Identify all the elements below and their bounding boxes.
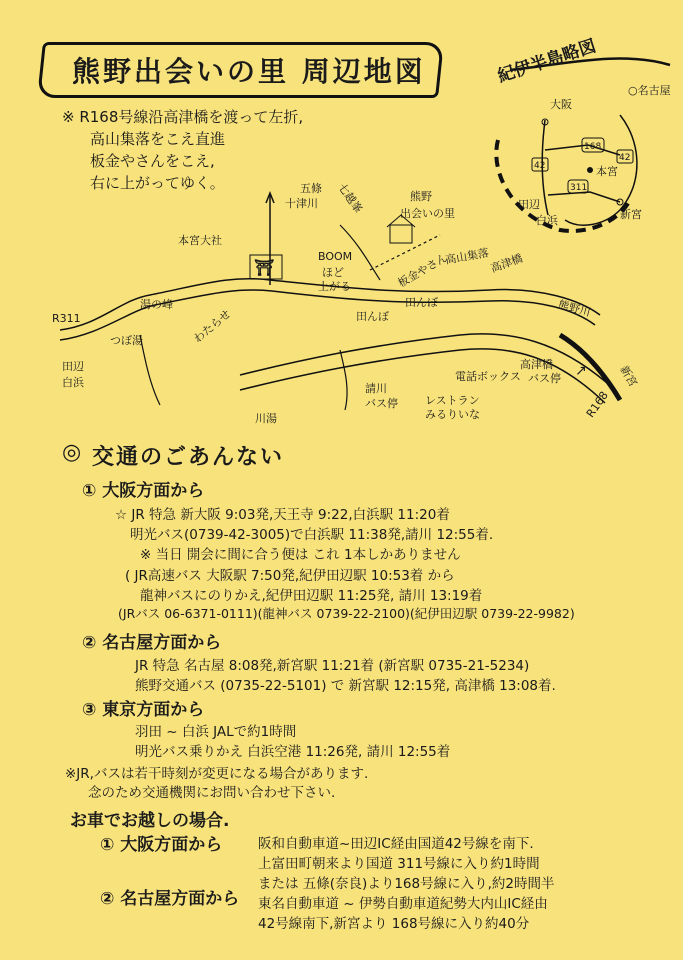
inset-map-osaka: 大阪 xyxy=(550,98,572,111)
map-label-phone-box: 電話ボックス xyxy=(455,370,521,383)
inset-map-shingu: 新宮 xyxy=(620,208,642,221)
car-osaka-label: ① 大阪方面から xyxy=(100,835,223,855)
inset-map-nagoya: ○名古屋 xyxy=(628,84,671,97)
route-note-4: 右に上がってゆく。 xyxy=(90,174,225,192)
map-label-rice-1: 田んぼ xyxy=(356,310,389,323)
inset-map-route-42a-label: 42 xyxy=(534,161,546,171)
inset-map-shirahama: 白浜 xyxy=(536,214,558,227)
map-label-kumano-river: 熊野川 xyxy=(556,297,592,320)
map-label-gojo: 五條 xyxy=(300,182,322,195)
map-compass-note: ↗ xyxy=(575,363,587,379)
route-note-3: 板金やさんをこえ, xyxy=(90,152,215,170)
map-label-kawayu: 川湯 xyxy=(255,412,277,425)
osaka-heading: ① 大阪方面から xyxy=(82,481,205,501)
route-note-2: 高山集落をこえ直進 xyxy=(90,130,226,148)
map-label-nanase: 七越峯 xyxy=(335,181,365,216)
map-label-takatsu-bus-1: 高津橋 xyxy=(520,358,553,371)
page-title: 熊野出会いの里 周辺地図 xyxy=(72,55,426,88)
map-label-shirahama: 白浜 xyxy=(62,376,84,389)
map-label-ukegawa-bus-1: 請川 xyxy=(365,382,387,395)
map-south-road xyxy=(140,335,160,405)
map-label-wataze: わたらせ xyxy=(191,307,234,346)
osaka-line-5: 龍神バスにのりかえ,紀伊田辺駅 11:25発, 請川 13:19着 xyxy=(140,588,483,604)
map-label-ukegawa-bus-2: バス停 xyxy=(365,397,398,410)
map-label-booms-3: 上がる xyxy=(318,280,351,293)
nagoya-line-2: 熊野交通バス (0735-22-5101) で 新宮駅 12:15発, 高津橋 13:08着. xyxy=(135,678,556,694)
map-label-booms-2: ほど xyxy=(322,266,344,279)
car-nagoya-line-1: 東名自動車道 ~ 伊勢自動車道紀勢大内山IC経由 xyxy=(258,896,548,912)
local-area-map xyxy=(40,175,640,430)
inset-map-route-311-label: 311 xyxy=(570,183,588,193)
map-label-destination-2: 出会いの里 xyxy=(400,207,455,220)
map-label-tanabe: 田辺 xyxy=(62,360,84,373)
inset-map-hongu: 本宮 xyxy=(596,165,618,178)
inset-map-route-42b-label: 42 xyxy=(619,153,631,163)
map-label-booms-1: BOOM xyxy=(318,250,353,263)
venue-house-icon xyxy=(390,225,412,243)
tokyo-line-2: 明光バス乗りかえ 白浜空港 11:26発, 請川 12:55着 xyxy=(135,744,451,760)
map-label-takayama: 高山集落 xyxy=(444,246,490,267)
map-label-bankin: 板金やさん xyxy=(395,251,450,290)
map-label-takatsu-bus-2: バス停 xyxy=(528,372,561,385)
map-label-restaurant-2: みるりいな xyxy=(425,408,480,421)
car-osaka-line-2: 上富田町朝来より国道 311号線に入り約1時間 xyxy=(258,856,540,872)
inset-map-title: 紀伊半島略図 xyxy=(495,36,599,87)
map-label-takatsu-bridge: 高津橋 xyxy=(488,251,525,276)
inset-map-route-168-label: 168 xyxy=(584,142,602,152)
map-label-tsuboyu: つぼ湯 xyxy=(110,334,143,347)
car-osaka-line-1: 阪和自動車道~田辺IC経由国道42号線を南下. xyxy=(258,836,534,852)
tokyo-heading: ③ 東京方面から xyxy=(82,700,205,720)
car-nagoya-line-2: 42号線南下,新宮より 168号線に入り約40分 xyxy=(258,916,530,932)
osaka-line-1: ☆ JR 特急 新大阪 9:03発,天王寺 9:22,白浜駅 11:20着 xyxy=(115,507,450,523)
map-label-rice-2: 田んぼ xyxy=(405,296,438,309)
map-label-r311: R311 xyxy=(52,312,81,325)
osaka-line-2: 明光バス(0739-42-3005)で白浜駅 11:38発,請川 12:55着. xyxy=(130,527,494,543)
transport-heading: 交通のごあんない xyxy=(92,445,285,470)
osaka-line-3: ※ 当日 開会に間に合う便は これ 1本しかありません xyxy=(140,547,461,563)
map-label-destination-1: 熊野 xyxy=(410,190,432,203)
map-label-yuminose: 湯の峰 xyxy=(140,298,173,311)
map-label-shrine: 本宮大社 xyxy=(178,234,222,247)
tokyo-line-1: 羽田 ~ 白浜 JALで約1時間 xyxy=(135,724,297,740)
nagoya-line-1: JR 特急 名古屋 8:08発,新宮駅 11:21着 (新宮駅 0735-21-5234) xyxy=(135,658,530,674)
inset-map-tanabe: 田辺 xyxy=(518,198,540,211)
car-nagoya-label: ② 名古屋方面から xyxy=(100,889,240,909)
car-heading: お車でお越しの場合. xyxy=(70,811,230,831)
map-label-shingu: 新宮 xyxy=(617,363,640,390)
map-label-restaurant-1: レストラン xyxy=(425,394,480,407)
map-ukegawa-road xyxy=(340,350,347,410)
route-note-1: ※ R168号線沿高津橋を渡って左折, xyxy=(62,108,304,126)
map-label-totsukawa: 十津川 xyxy=(285,197,318,210)
schedule-notice-1: ※JR,バスは若干時刻が変更になる場合があります. xyxy=(65,766,369,782)
torii-icon: ⛩ xyxy=(254,258,275,277)
car-osaka-line-3: または 五條(奈良)より168号線に入り,約2時間半 xyxy=(258,876,555,892)
schedule-notice-2: 念のため交通機関にお問い合わせ下さい. xyxy=(88,785,336,801)
osaka-line-6: (JRバス 06-6371-0111)(龍神バス 0739-22-2100)(紀伊田辺駅 0739-22-9982) xyxy=(118,606,575,621)
transport-heading-icon: ◎ xyxy=(62,440,84,465)
inset-map-hongu-dot xyxy=(587,167,593,173)
osaka-line-4: ( JR高速バス 大阪駅 7:50発,紀伊田辺駅 10:53着 から xyxy=(125,568,455,584)
nagoya-heading: ② 名古屋方面から xyxy=(82,633,222,653)
map-label-r168: R168 xyxy=(583,389,611,420)
